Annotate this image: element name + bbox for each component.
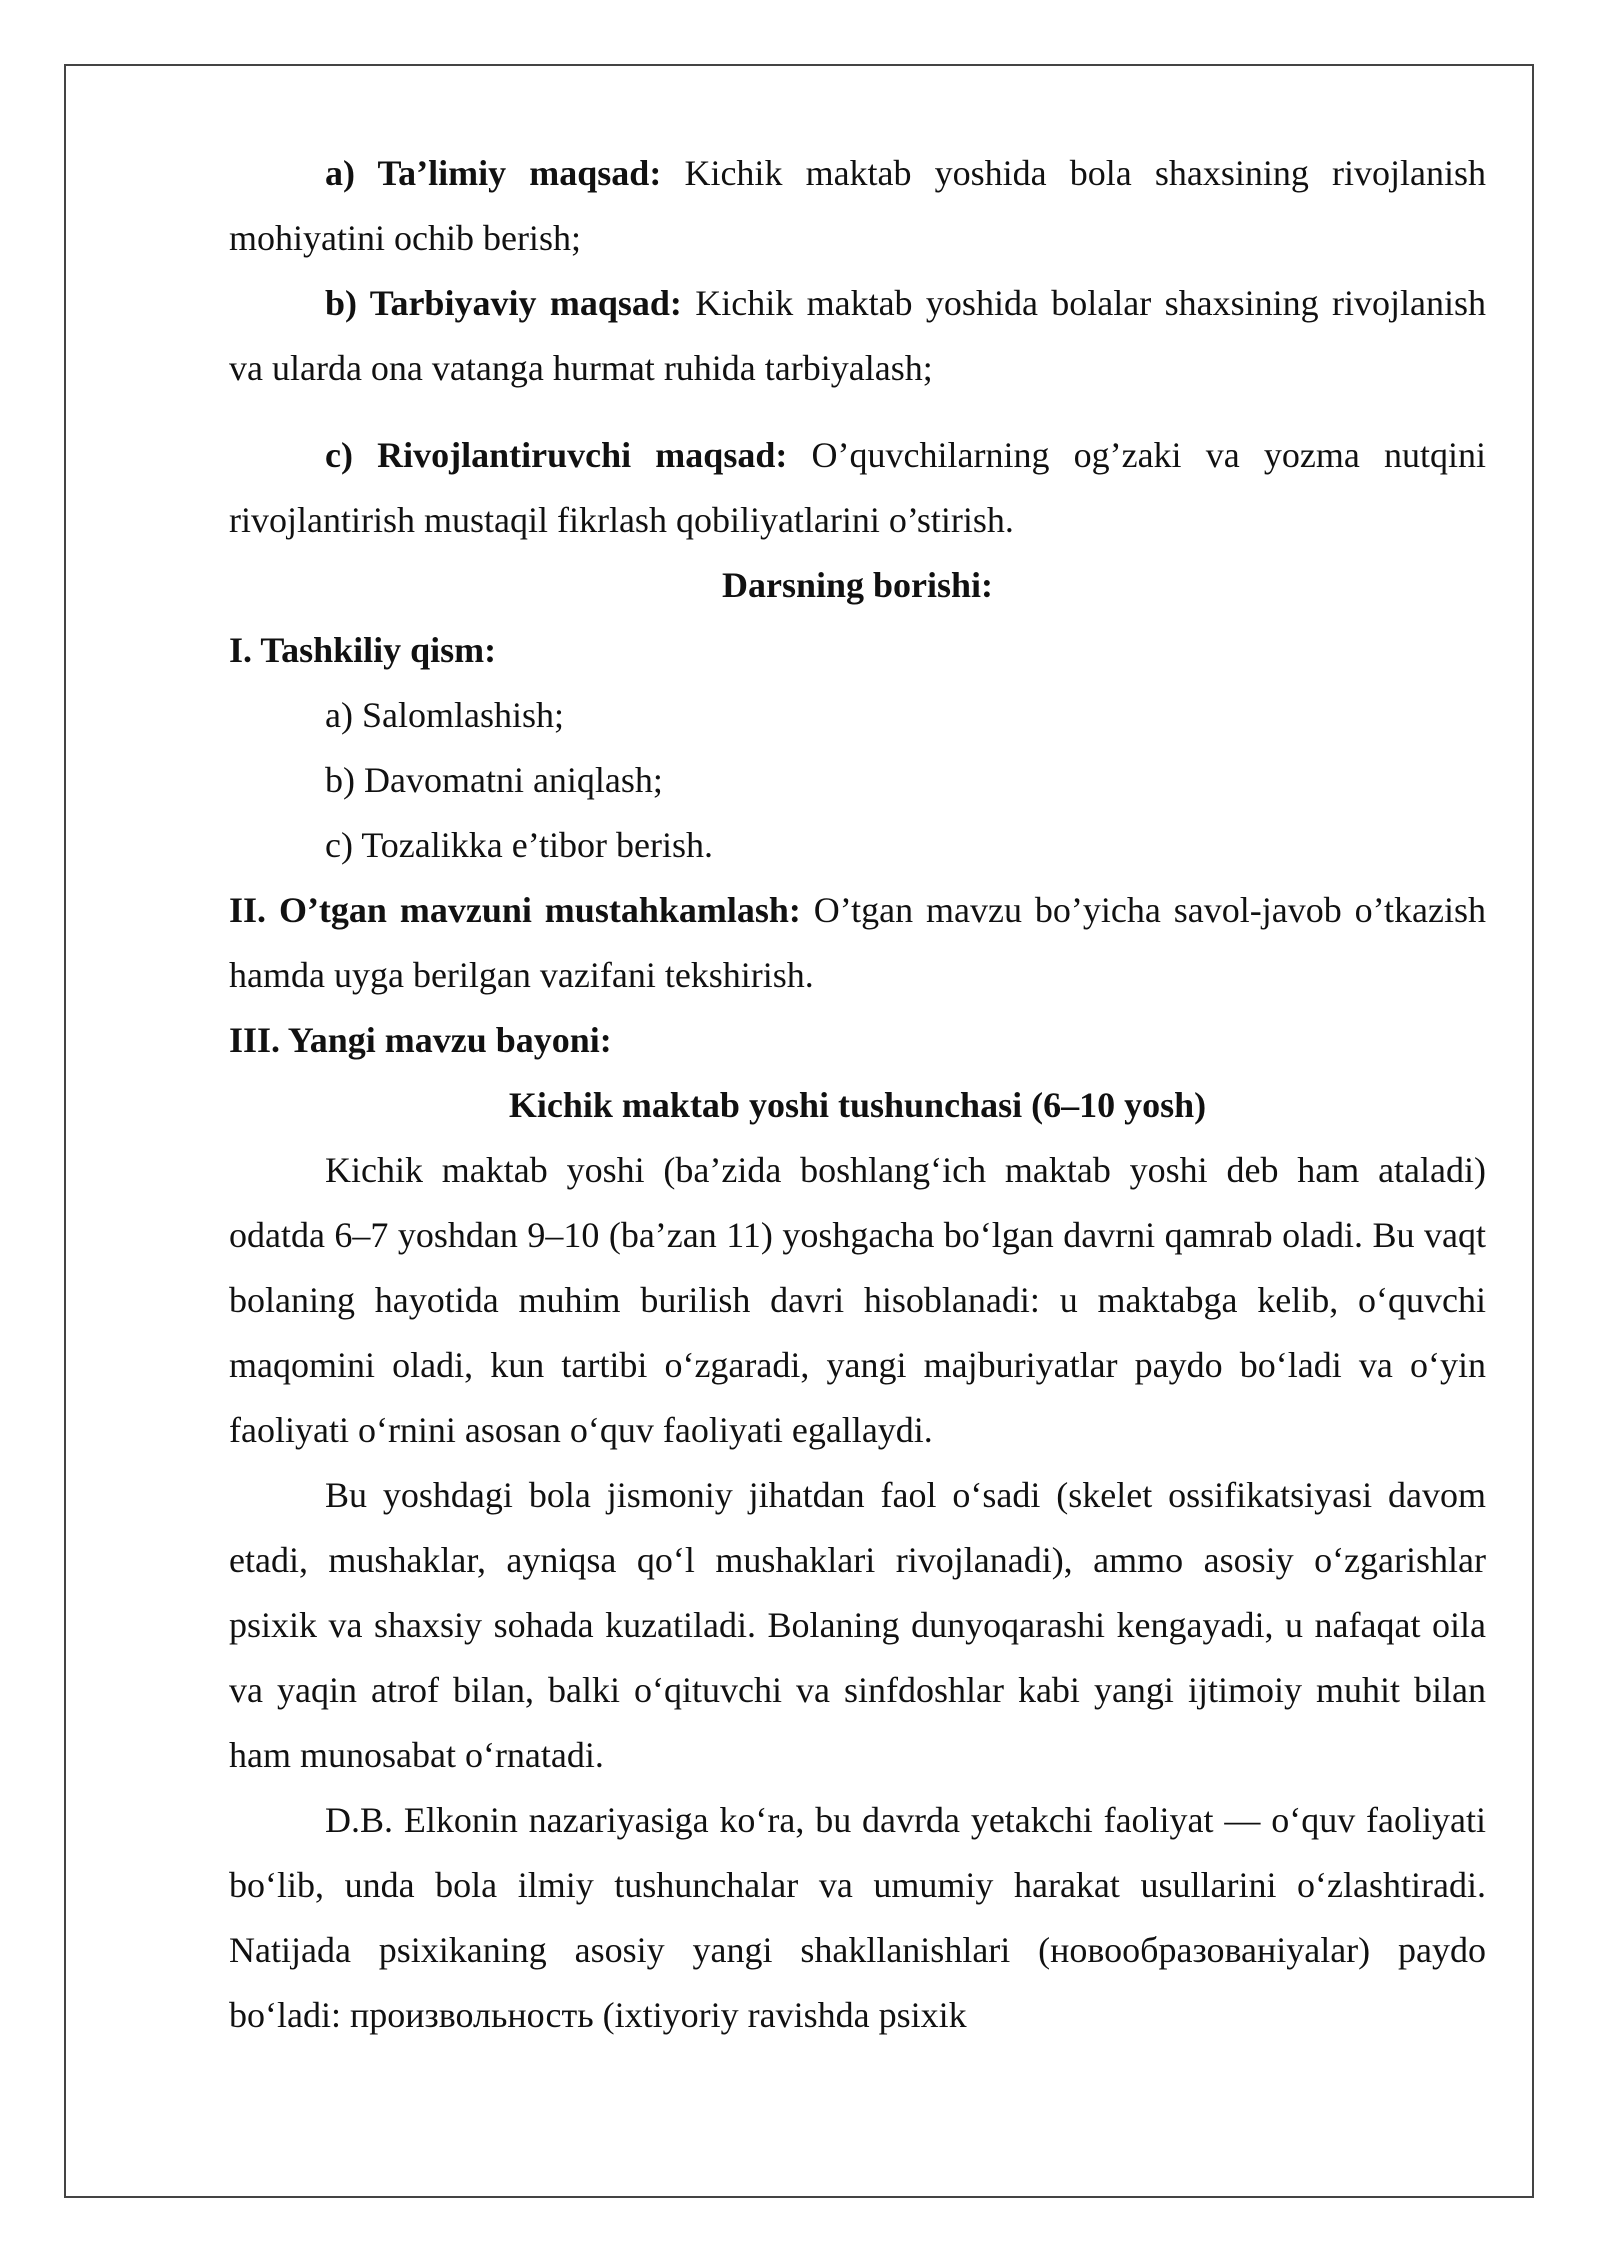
section-title: I. Tashkiliy qism: — [229, 630, 497, 670]
goal-text: Kichik maktab yoshida bolalar shaxsining rivojlanish va ularda ona vatanga hurmat ruhida tarbiyalash; — [229, 283, 1486, 388]
goal-label: c) Rivojlantiruvchi maqsad: — [325, 435, 788, 475]
goal-label: a) Ta’limiy maqsad: — [325, 153, 662, 193]
section-title: III. Yangi mavzu bayoni: — [229, 1020, 612, 1060]
list-item: b) Davomatni aniqlash; — [325, 760, 663, 800]
goal-text: O’quvchilarning og’zaki va yozma nutqini rivojlantirish mustaqil fikrlash qobiliyatlarini o’stirish. — [229, 435, 1487, 540]
goal-label: b) Tarbiyaviy maqsad: — [325, 283, 682, 323]
section-new-topic-title — [229, 1008, 1486, 1073]
section-title: II. O’tgan mavzuni mustahkamlash: — [229, 890, 801, 930]
list-item: c) Tozalikka e’tibor berish. — [325, 825, 714, 865]
body-paragraph: Bu yoshdagi bola jismoniy jihatdan faol o‘sadi (skelet ossifikatsiyasi davom etadi, mushaklar, ayniqsa qo‘l mushaklari rivojlanadi), ammo asosiy o‘zgarishlar psixik va shaxsiy sohada kuzatiladi. Bolaning dunyoqarashi kengayadi, u nafaqat oila va yaqin atrof bilan, balki o‘qituvchi va sinfdoshlar kabi yangi ijtimoiy muhit bilan ham munosabat o‘rnatadi. — [229, 1475, 1486, 1775]
body-paragraph: D.B. Elkonin nazariyasiga ko‘ra, bu davrda yetakchi faoliyat — o‘quv faoliyati bo‘lib, unda bola ilmiy tushunchalar va umumiy harakat usullarini o‘zlashtiradi. Natijada psixikaning asosiy yangi shakllanishlari (новообразованiyalar) paydo bo‘ladi: произвольность (ixtiyoriy ravishda psixik — [229, 1800, 1486, 2035]
section-organizational-title — [229, 618, 1486, 683]
list-item: a) Salomlashish; — [325, 695, 564, 735]
topic-title: Kichik maktab yoshi tushunchasi (6–10 yosh) — [508, 1085, 1207, 1125]
goal-educational — [229, 141, 1486, 271]
goal-developmental — [229, 423, 1486, 553]
document-body — [229, 141, 1486, 2048]
goal-text: Kichik maktab yoshida bola shaxsining rivojlanish mohiyatini ochib berish; — [229, 153, 1486, 258]
lesson-heading: Darsning borishi: — [721, 565, 994, 605]
section-text: O’tgan mavzu bo’yicha savol-javob o’tkazish hamda uyga berilgan vazifani tekshirish. — [229, 890, 1486, 995]
section-review — [229, 878, 1486, 1008]
goal-upbringing — [229, 271, 1486, 401]
body-paragraph: Kichik maktab yoshi (ba’zida boshlang‘ich maktab yoshi deb ham ataladi) odatda 6–7 yoshdan 9–10 (ba’zan 11) yoshgacha bo‘lgan davrni qamrab oladi. Bu vaqt bolaning hayotida muhim burilish davri hisoblanadi: u maktabga kelib, o‘quvchi maqomini oladi, kun tartibi o‘zgaradi, yangi majburiyatlar paydo bo‘ladi va o‘yin faoliyati o‘rnini asosan o‘quv faoliyati egallaydi. — [229, 1150, 1486, 1450]
